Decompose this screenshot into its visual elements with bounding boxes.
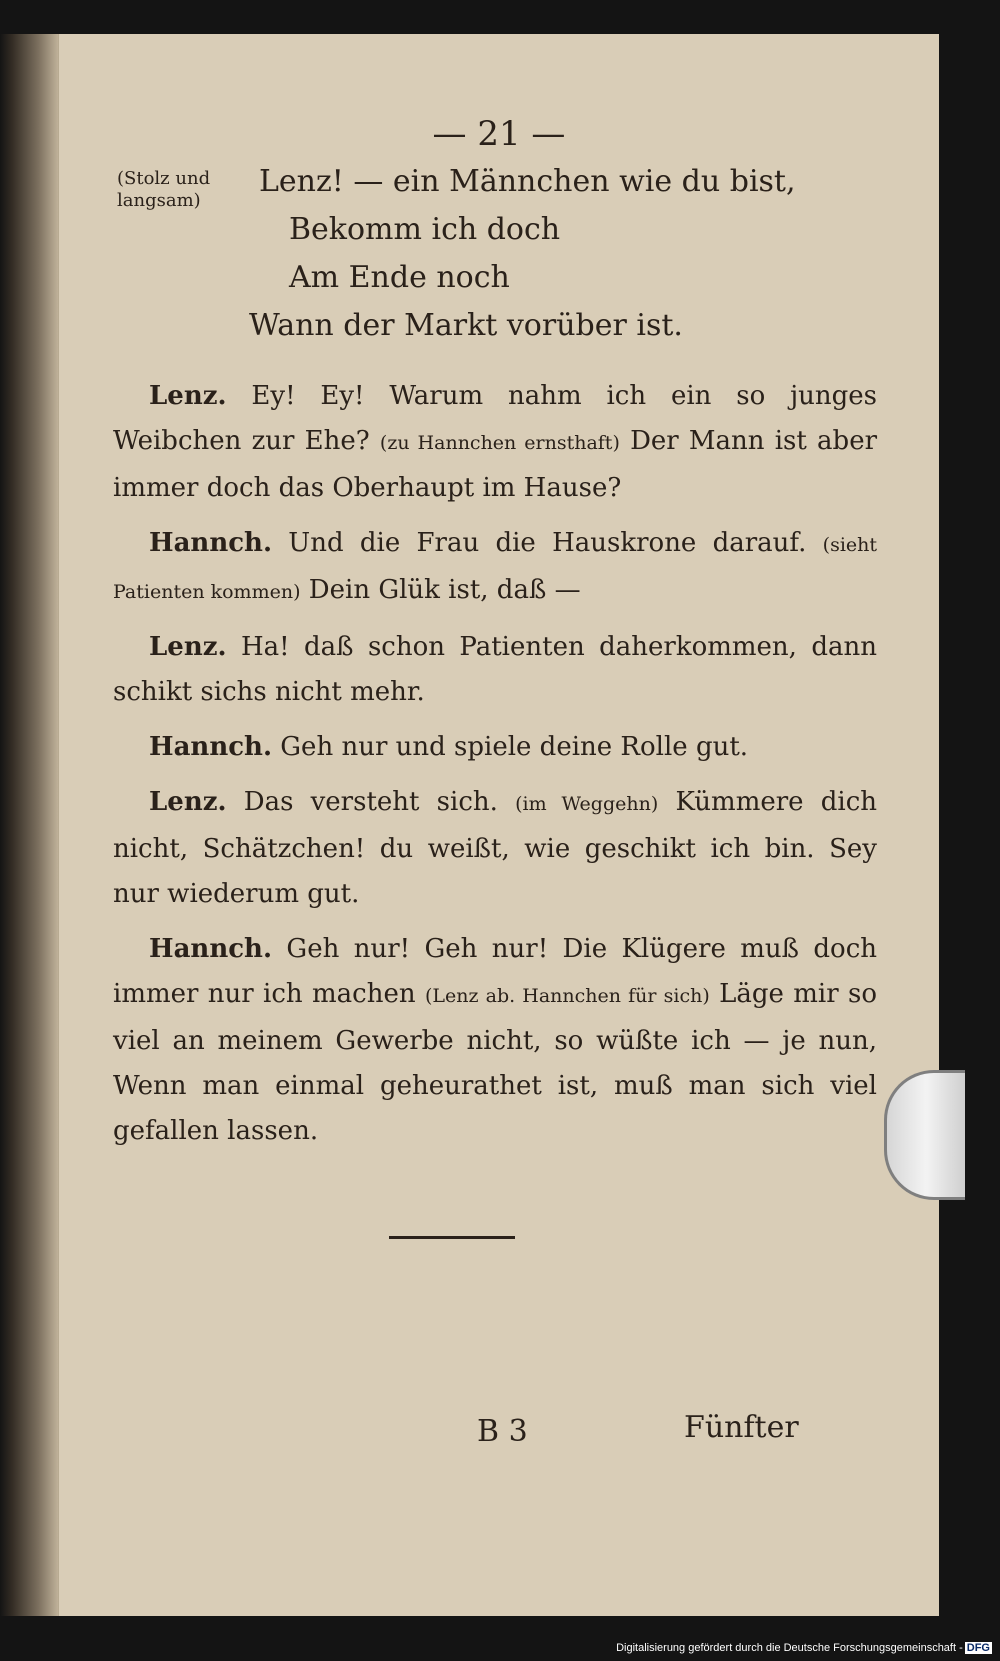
inline-stage-direction: (zu Hannchen ernsthaft) xyxy=(379,432,620,454)
verse-line: Am Ende noch xyxy=(289,260,510,295)
verse-line: Lenz! — ein Männchen wie du bist, xyxy=(259,164,796,199)
speaker-name: Hannch. xyxy=(149,528,273,558)
section-divider xyxy=(389,1236,515,1239)
inline-stage-direction: (sieht Patienten kommen) xyxy=(113,534,878,603)
stage-direction-line: (Stolz und xyxy=(117,168,211,189)
speaker-name: Hannch. xyxy=(149,732,273,762)
dfg-logo: DFG xyxy=(966,1642,990,1654)
speaker-name: Lenz. xyxy=(149,381,227,411)
dialogue-line: Und die Frau die Hauskrone darauf. xyxy=(288,528,807,558)
dialogue-text xyxy=(113,374,877,1164)
dialogue-paragraph xyxy=(113,625,877,715)
inline-stage-direction: (im Weggehn) xyxy=(515,793,659,815)
dialogue-line: Der Mann ist aber immer doch das Oberhaupt im Hause? xyxy=(113,426,878,503)
stage-direction-line: langsam) xyxy=(117,190,201,211)
verse-line: Wann der Markt vorüber ist. xyxy=(249,308,683,343)
dialogue-line: Dein Glük ist, daß — xyxy=(308,575,581,605)
dialogue-line: Geh nur! Geh nur! Die Klügere muß doch immer nur ich machen xyxy=(113,934,878,1009)
catchword: Fünfter xyxy=(684,1410,799,1445)
speaker-name: Lenz. xyxy=(149,632,227,662)
dialogue-line: Ey! Ey! Warum nahm ich ein so junges Weibchen zur Ehe? xyxy=(113,381,878,456)
dialogue-line: Läge mir so viel an meinem Gewerbe nicht, so wüßte ich — je nun, Wenn man einmal geheurathet ist, muß man sich viel gefallen lassen. xyxy=(113,979,877,1146)
credit-text: Digitalisierung gefördert durch die Deutsche Forschungsgemeinschaft - xyxy=(616,1642,963,1654)
speaker-name: Hannch. xyxy=(149,934,273,964)
dialogue-paragraph xyxy=(113,374,877,511)
inline-stage-direction: (Lenz ab. Hannchen für sich) xyxy=(424,985,710,1007)
dialogue-line: Das versteht sich. xyxy=(243,787,498,817)
dialogue-paragraph xyxy=(113,725,877,770)
speaker-name: Lenz. xyxy=(149,787,227,817)
dialogue-paragraph xyxy=(113,927,877,1154)
dialogue-paragraph xyxy=(113,521,877,615)
page-header: — 21 — xyxy=(432,114,566,154)
book-page xyxy=(58,34,939,1616)
verse-line: Bekomm ich doch xyxy=(289,212,561,247)
book-spine xyxy=(0,34,58,1616)
dialogue-line: Geh nur und spiele deine Rolle gut. xyxy=(280,732,749,762)
dialogue-paragraph xyxy=(113,780,877,917)
signature-mark: B 3 xyxy=(477,1414,528,1449)
dialogue-line: Ha! daß schon Patienten daherkommen, dann schikt sichs nicht mehr. xyxy=(113,632,877,707)
digitization-credit xyxy=(616,1642,992,1654)
stage-direction xyxy=(117,168,210,212)
page-holder-clip xyxy=(884,1070,965,1200)
dialogue-line: Kümmere dich nicht, Schätzchen! du weißt, wie geschikt ich bin. Sey nur wiederum gut. xyxy=(113,787,877,909)
